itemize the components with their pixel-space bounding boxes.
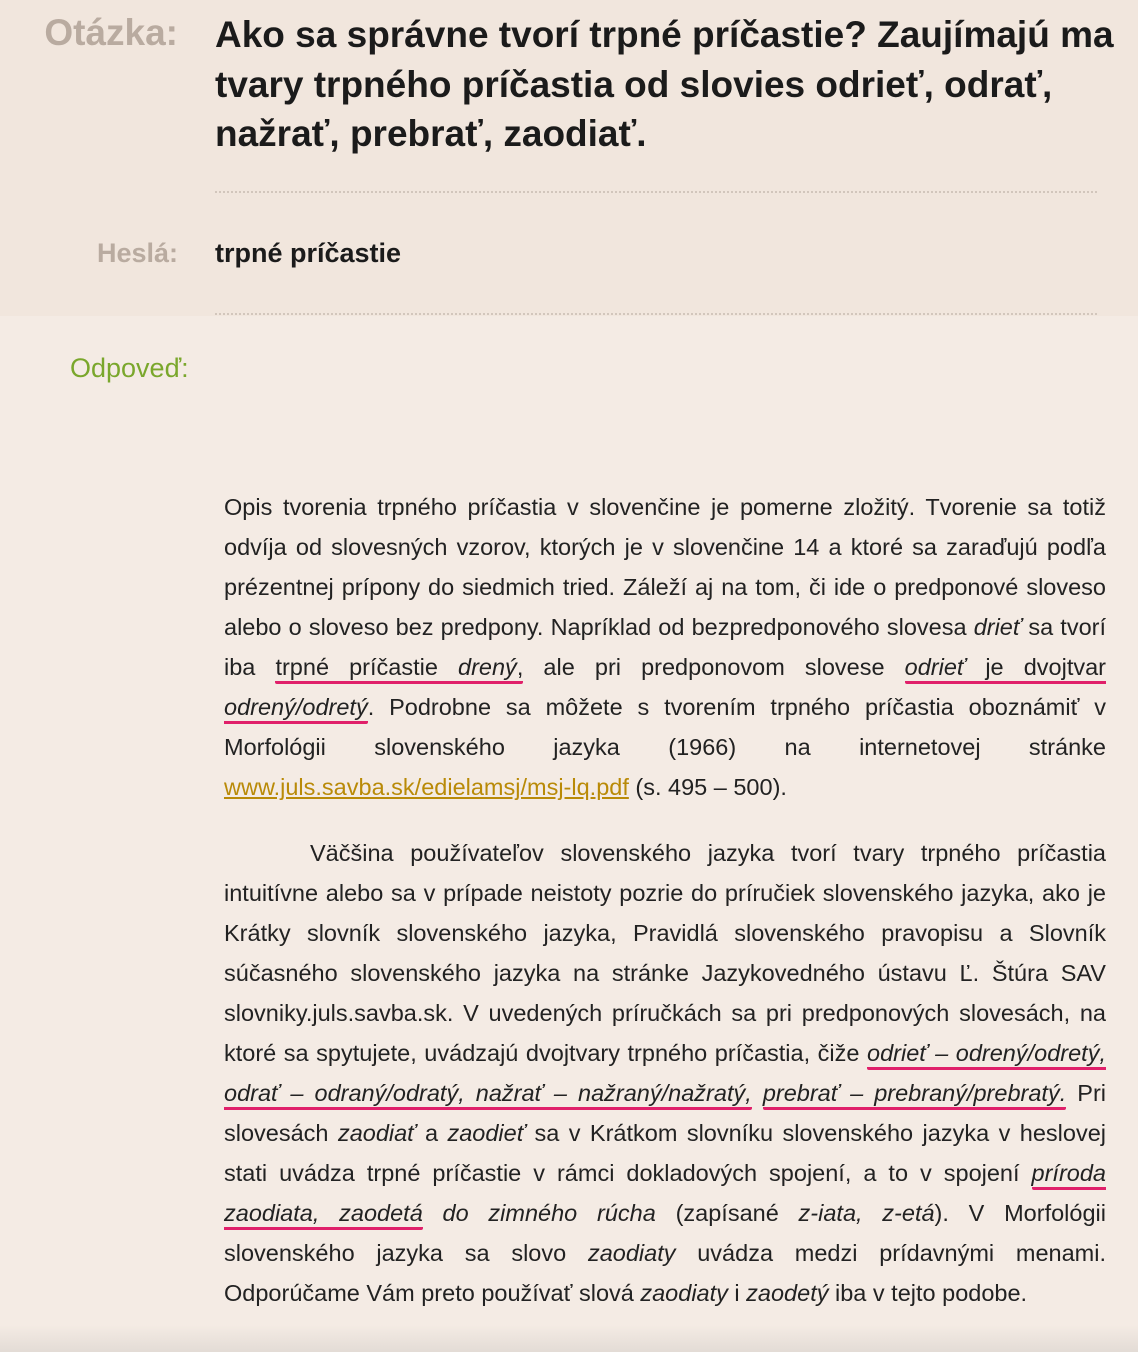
text-run: trpné príčastie — [275, 654, 459, 680]
text-run: sa tvorí iba — [224, 614, 1106, 680]
text-run: je dvojtvar — [965, 654, 1107, 680]
answer-body — [224, 487, 1106, 1313]
question-divider — [215, 191, 1097, 193]
italic-term: zaodetý — [746, 1280, 829, 1306]
text-run: Pri slovesách — [224, 1080, 1106, 1146]
italic-term: do zimného rúcha — [422, 1200, 656, 1226]
italic-term: drieť — [973, 614, 1022, 640]
text-run: a — [415, 1120, 448, 1146]
italic-term: zaodiaty — [640, 1280, 728, 1306]
highlight-underline: príroda zaodiata, zaodetá — [224, 1160, 1106, 1230]
keyword-link[interactable]: trpné príčastie — [215, 238, 402, 268]
morphology-pdf-link[interactable]: www.juls.savba.sk/edielamsj/msj-lq.pdf — [224, 774, 629, 800]
italic-term: drený — [458, 654, 517, 680]
question-text: Ako sa správne tvorí trpné príčastie? Zaujímajú ma tvary trpného príčastia od slovies odrieť, odrať, nažrať, prebrať, zaodiať. — [215, 14, 1114, 154]
answer-paragraph-1 — [224, 487, 1106, 807]
answer-paragraph-2 — [224, 833, 1106, 1313]
text-run: ale pri predponovom slovese — [523, 654, 905, 680]
text-run: uvádza medzi prídavnými menami. Odporúčame Vám preto používať slová — [224, 1240, 1107, 1306]
italic-term: z-iata, z-etá — [798, 1200, 935, 1226]
keywords-label: Heslá: — [96, 238, 178, 268]
question-label: Otázka: — [44, 12, 178, 53]
italic-term: zaodieť — [447, 1120, 526, 1146]
italic-term: odrieť — [904, 654, 966, 680]
text-run: iba v tejto podobe. — [828, 1280, 1028, 1306]
text-run: , — [516, 654, 524, 680]
text-run: Opis tvorenia trpného príčastia v slovenčine je pomerne zložitý. Tvorenie sa totiž odvíja od slovesných vzorov, ktorých je v slovenčine 14 a ktoré sa zaraďujú podľa prézentnej prípony do siedmich tried. Záleží aj na tom, či ide o predponové sloveso alebo o sloveso bez predpony. Napríklad od bezpredponového slovesa — [224, 494, 1106, 640]
highlight-underline — [275, 654, 523, 684]
bottom-fade — [0, 1325, 1138, 1352]
text-run: sa v Krátkom slovníku slovenského jazyka v heslovej stati uvádza trpné príčastie v rámci dokladových spojení, a to v spojení — [224, 1120, 1106, 1186]
text-run: i — [727, 1280, 747, 1306]
highlight-underline: prebrať – prebraný/prebratý. — [763, 1080, 1066, 1110]
italic-term: zaodiať — [337, 1120, 416, 1146]
answer-label: Odpoveď: — [70, 353, 189, 383]
text-run: (zapísané — [655, 1200, 799, 1226]
highlight-underline: odrieť – odrený/odretý, odrať – odraný/odratý, nažrať – nažraný/nažratý, — [224, 1040, 1106, 1110]
keywords-divider — [215, 313, 1097, 315]
italic-term: odrený/odretý — [224, 694, 368, 720]
text-run: Väčšina používateľov slovenského jazyka tvorí tvary trpného príčastia intuitívne alebo sa v prípade neistoty pozrie do príručiek slovenského jazyka, ako je Krátky slovník slovenského jazyka, Pravidlá slovenského pravopisu a Slovník súčasného slovenského jazyka na stránke Jazykovedného ústavu Ľ. Štúra SAV slovniky.juls.savba.sk. V uvedených príručkách sa pri predponových slovesách, na ktoré sa spytujete, uvádzajú dvojtvary trpného príčastia, čiže — [224, 840, 1106, 1066]
text-run: ). V Morfológii slovenského jazyka sa slovo — [224, 1200, 1106, 1266]
italic-term: zaodiaty — [587, 1240, 676, 1266]
text-run: (s. 495 – 500). — [628, 774, 787, 800]
text-run: . Podrobne sa môžete s tvorením trpného príčastia oboznámiť v Morfológii slovenského jazyka (1966) na internetovej stránke — [224, 694, 1106, 760]
